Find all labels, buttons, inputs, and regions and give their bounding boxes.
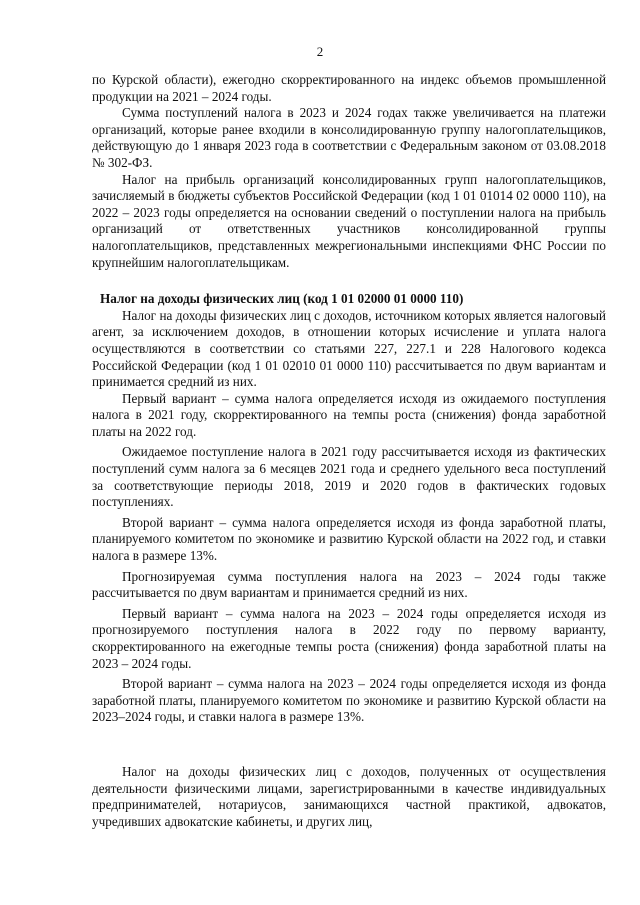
paragraph-entrepreneurs-income: Налог на доходы физических лиц с доходов, полученных от осуществления деятельности физическими лицами, зарегистрированными в качестве индивидуальных предпринимателей, нотариусов, занимающихся частной практикой, адвокатов, учредивших адвокатские кабинеты, и других лиц, <box>92 763 606 829</box>
document-body <box>92 72 606 830</box>
paragraph-expected-revenue-2021: Ожидаемое поступление налога в 2021 году рассчитывается исходя из фактических поступлений сумм налога за 6 месяцев 2021 года и среднего удельного веса поступлений за соответствующие периоды 2018, 2019 и 2020 годов в фактических годовых поступлениях. <box>92 444 606 510</box>
paragraph-tax-agent-income: Налог на доходы физических лиц с доходов, источником которых является налоговый агент, за исключением доходов, в отношении которых исчисление и уплата налога осуществляются в соответствии со статьями 227, 227.1 и 228 Налогового кодекса Российской Федерации (код 1 01 02010 01 0000 110) рассчитывается по двум вариантам и принимается средний из них. <box>92 307 606 390</box>
section-heading-personal-income-tax: Налог на доходы физических лиц (код 1 01 02000 01 0000 110) <box>100 291 464 307</box>
paragraph-second-variant-2022: Второй вариант – сумма налога определяется исходя из фонда заработной платы, планируемого комитетом по экономике и развитию Курской области на 2022 год, и ставки налога в размере 13%. <box>92 514 606 564</box>
paragraph-first-variant-2022: Первый вариант – сумма налога определяется исходя из ожидаемого поступления налога в 2021 году, скорректированного на темпы роста (снижения) фонда заработной платы на 2022 год. <box>92 390 606 439</box>
paragraph-continuation: по Курской области), ежегодно скорректированного на индекс объемов промышленной продукции на 2021 – 2024 годы. <box>92 72 606 104</box>
page-number: 2 <box>316 44 324 59</box>
paragraph-first-variant-2023-2024: Первый вариант – сумма налога на 2023 – 2024 годы определяется исходя из прогнозируемого поступления налога в 2022 году по первому варианту, скорректированного на ежегодные темпы роста (снижения) фонда заработной платы на 2023 – 2024 годы. <box>92 605 606 671</box>
paragraph-forecast-2023-2024: Прогнозируемая сумма поступления налога на 2023 – 2024 годы также рассчитывается по двум вариантам и принимается средний из них. <box>92 568 606 601</box>
paragraph-second-variant-2023-2024: Второй вариант – сумма налога на 2023 – 2024 годы определяется исходя из фонда заработной платы, планируемого комитетом по экономике и развитию Курской области на 2023–2024 годы, и ставки налога в размере 13%. <box>92 676 606 725</box>
paragraph-consolidated-groups-tax: Налог на прибыль организаций консолидированных групп налогоплательщиков, зачисляемый в бюджеты субъектов Российской Федерации (код 1 01 01014 02 0000 110), на 2022 – 2023 годы определяется на основании сведений о поступлении налога на прибыль организаций от ответственных участников консолидированной группы налогоплательщиков, представленных межрегиональными инспекциями ФНС России по крупнейшим налогоплательщикам. <box>92 171 606 270</box>
paragraph-consolidated-group-payments: Сумма поступлений налога в 2023 и 2024 годах также увеличивается на платежи организаций, которые ранее входили в консолидированную группу налогоплательщиков, действующую до 1 января 2023 года в соответствии с Федеральным законом от 03.08.2018 № 302-ФЗ. <box>92 105 606 170</box>
